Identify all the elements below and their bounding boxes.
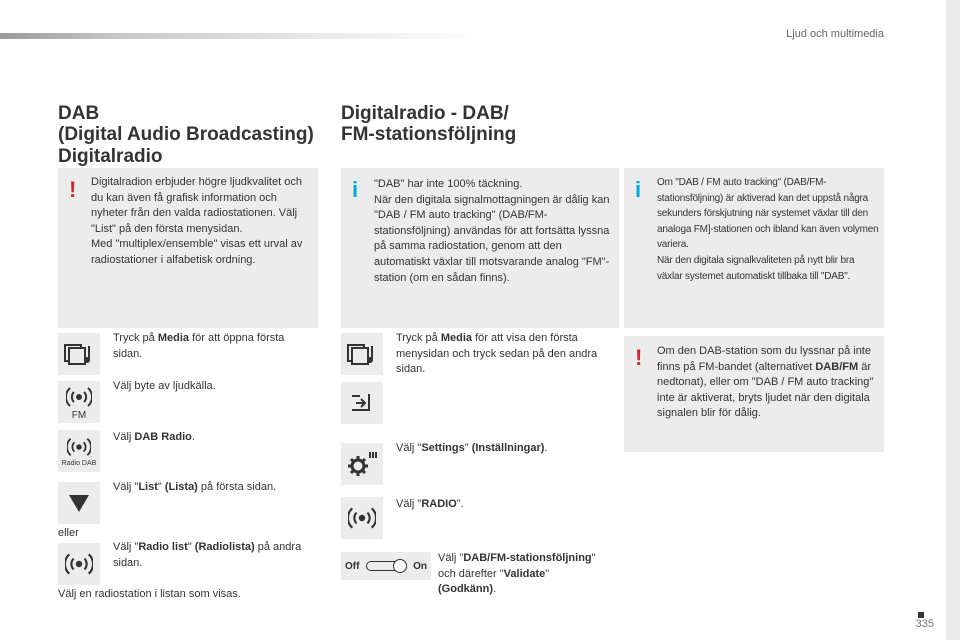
left-final-step: Välj en radiostation i listan som visas. (58, 588, 241, 600)
media-icon (341, 333, 383, 375)
section-title: Ljud och multimedia (786, 28, 884, 40)
info-text-middle: "DAB" har inte 100% täckning. När den digitala signalmottagningen är dålig kan "DAB / FM auto tracking" (DAB/FM-stationsföljning) användas för att fortsätta lyssna på samma radiostation, genom att den automatiskt växlar till motsvarande analog "FM"-station (om en sådan finns). (374, 178, 610, 284)
digitalradio-subtitle: Digitalradio (58, 146, 163, 167)
media-icon (58, 333, 100, 375)
toggle-icon (341, 552, 431, 580)
middle-step-3: Välj "RADIO". (396, 498, 464, 510)
radio-list-icon (58, 543, 100, 585)
toggle-track (366, 561, 406, 571)
left-step-3: Välj DAB Radio. (113, 431, 195, 443)
left-step-5: Välj "Radio list" (Radiolista) på andra sidan. (113, 541, 302, 569)
info-box-right (624, 168, 884, 328)
info-icon: i (635, 177, 642, 202)
left-step-2: Välj byte av ljudkälla. (113, 380, 216, 392)
warning-box-left (58, 168, 318, 328)
left-step-1: Tryck på Media för att öppna första sidan. (113, 332, 285, 360)
settings-icon (341, 443, 383, 485)
left-step-4: Välj "List" (Lista) på första sidan. (113, 481, 277, 493)
middle-step-1: Tryck på Media för att visa den första menysidan och tryck sedan på den andra sidan. (396, 332, 598, 376)
header-bar (0, 33, 480, 39)
toggle-off-label: Off (345, 560, 360, 572)
warning-exclamation-icon: ! (69, 177, 77, 202)
dab-title: DAB (Digital Audio Broadcasting) (58, 103, 314, 145)
warning-box-right (624, 336, 884, 452)
radio-source-icon (58, 381, 100, 423)
toggle-knob (393, 559, 407, 573)
toggle-on-label: On (413, 560, 427, 572)
warning-text-left: Digitalradion erbjuder högre ljudkvalitet och du kan även få grafisk information och nyheter från den valda radiostationen. Välj "List" på den första menysidan. Med "multiplex/ensemble" visas ett urval av radiostationer i alfabetisk ordning. (91, 176, 303, 266)
page-edge-strip (946, 0, 960, 640)
info-text-right: Om "DAB / FM auto tracking" (DAB/FM-stationsföljning) är aktiverad kan det uppstå några sekunders förskjutning när systemet växlar till den analoga FM]-stationen och ibland kan även volymen variera. När den digitala signalkvaliteten på nytt blir bra växlar systemet automatiskt tillbaka till "DAB". (657, 177, 879, 282)
fm-label: FM (71, 409, 87, 421)
middle-step-2: Välj "Settings" (Inställningar). (396, 442, 548, 454)
next-page-icon (341, 382, 383, 424)
or-label: eller (58, 527, 79, 539)
warning-text-right: Om den DAB-station som du lyssnar på inte finns på FM-bandet (alternativet DAB/FM är nedtonat), eller om "DAB / FM auto tracking" inte är aktiverat, bryts ljudet när den digitala signalen blir för dålig. (657, 345, 874, 420)
down-arrow-icon (58, 482, 100, 524)
radio-icon (341, 497, 383, 539)
page-number: 335 (915, 618, 934, 630)
dab-fm-title: Digitalradio - DAB/ FM-stationsföljning (341, 103, 517, 145)
radio-dab-icon (58, 430, 100, 472)
middle-step-4: Välj "DAB/FM-stationsföljning" och därefter "Validate" (Godkänn). (438, 552, 596, 596)
radio-dab-label: Radio DAB (61, 460, 97, 467)
info-box-middle (341, 168, 619, 328)
info-icon: i (352, 177, 359, 202)
warning-exclamation-icon: ! (635, 345, 643, 370)
